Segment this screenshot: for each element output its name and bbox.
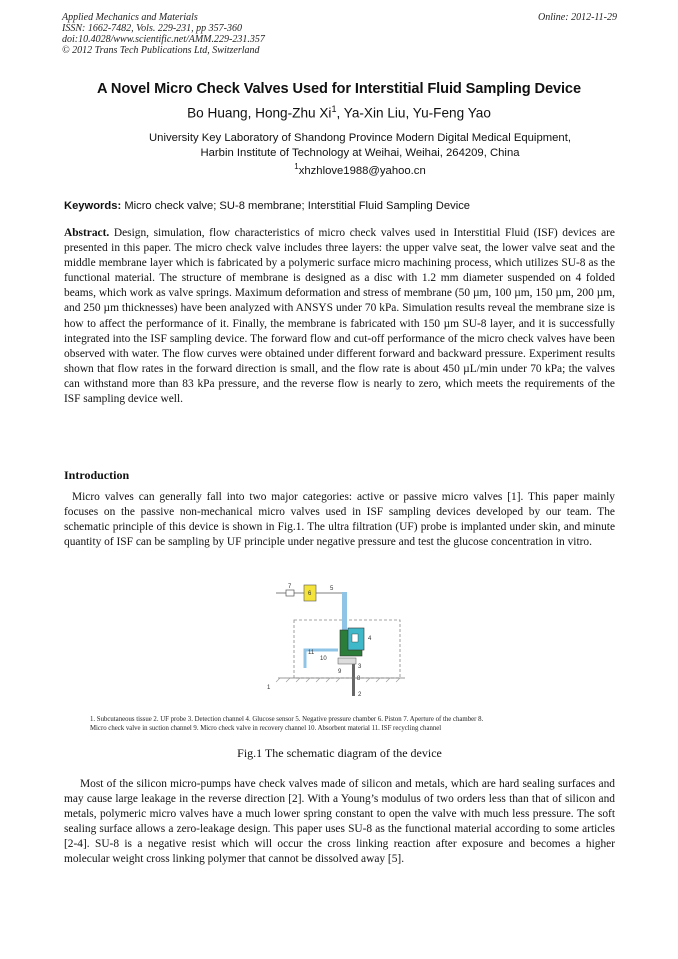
affiliation bbox=[100, 131, 620, 178]
doi-link[interactable]: doi:10.4028/www.scientific.net/AMM.229-231.357 bbox=[62, 34, 265, 45]
sensor-core bbox=[352, 634, 358, 642]
label-10: 10 bbox=[320, 656, 327, 662]
label-6: 6 bbox=[308, 591, 312, 597]
device-schematic-figure bbox=[250, 580, 420, 700]
affiliation-line-2: Harbin Institute of Technology at Weihai, Weihai, 264209, China bbox=[200, 146, 520, 159]
label-8: 8 bbox=[357, 676, 361, 682]
affiliation-line-1: University Key Laboratory of Shandong Province Modern Digital Medical Equipment, bbox=[149, 132, 571, 144]
figure-legend-line-1: 1. Subcutaneous tissue 2. UF probe 3. Detection channel 4. Glucose sensor 5. Negative pressure chamber 6. Piston 7. Aperture of the chamber 8. bbox=[90, 716, 484, 723]
introduction-text: Micro valves can generally fall into two major categories: active or passive micro valves [1]. This paper mainly focuses on the passive non-mechanical micro valves used in ISF sampling devices developed by our team. The schematic principle of this device is shown in Fig.1. The ultra filtration (UF) probe is implanted under skin, and minute quantity of ISF can be sampling by UF principle under negative pressure and test the glucose concentration in vitro. bbox=[64, 491, 615, 549]
label-11: 11 bbox=[308, 650, 315, 656]
issn: ISSN: 1662-7482, Vols. 229-231, pp 357-360 bbox=[62, 23, 242, 34]
label-1: 1 bbox=[267, 685, 271, 691]
body-text: Most of the silicon micro-pumps have check valves made of silicon and metals, which are hard sealing surfaces and may cause large leakage in the reverse direction [2]. With a Young’s modulus of two orders less than that of silicon and metals, polymeric micro valves have a much lower spring constant to open the valve with much less pressure. The soft sealing surface allows a zero-leakage design. This paper uses SU-8 as the functional material according to some articles [2-4]. SU-8 is a negative resist which will occur the cross linking reaction after exposure and becomes a higher molecular weight cross linking polymer that cannot be dissolved away [5]. bbox=[64, 778, 615, 866]
author-superscript: 1 bbox=[331, 104, 337, 114]
introduction-heading: Introduction bbox=[64, 468, 130, 482]
abstract-paragraph bbox=[64, 226, 615, 407]
body-paragraph bbox=[64, 777, 615, 868]
keywords-label: Keywords: bbox=[64, 200, 122, 212]
email-line bbox=[100, 160, 620, 178]
email-superscript: 1 bbox=[294, 162, 299, 171]
abstract-text: Design, simulation, flow characteristics of micro check valves used in Interstitial Fluid (ISF) devices are presented in this paper. The micro check valve includes three layers: the upper valve seat, the lower valve seat and the middle membrane layer which is fabricated by a polymeric surface micro machining process, which utilizes SU-8 as the functional material. The structure of membrane is designed as a disc with 1.2 mm diameter suspended on 4 folded beams, which work as valve springs. Maximum deformation and stress of membrane (50 µm, 100 µm, 150 µm, 200 µm, and 250 µm thicknesses) have been analyzed with ANSYS under 70 kPa. Simulation results reveal the membrane size is how to affect the performance of it. Finally, the membrane is fabricated with 150 µm SU-8 layer, and it is successfully integrated into the ISF sampling device. The forward flow and cut-off performance of the micro check valves have been observed with water. The flow curves were obtained under different forward and backward pressure. Experiment results shown that flow rates in the forward direction is small, and the flow rate is about 450 µL/min under 70 kPa; the valves can withstand more than 83 kPa pressure, and the reverse flow is nearly to zero, which meets the requirements of the ISF sampling device well. bbox=[64, 227, 615, 406]
keywords bbox=[64, 200, 624, 212]
online-date: Online: 2012-11-29 bbox=[538, 12, 617, 23]
journal-name: Applied Mechanics and Materials bbox=[62, 12, 198, 23]
figure-legend-line-2: Micro check valve in suction channel 9. Micro check valve in recovery channel 10. Absorbent material 11. ISF recycling channel bbox=[90, 725, 442, 732]
absorbent-material bbox=[338, 658, 356, 664]
journal-header bbox=[62, 12, 617, 56]
introduction-paragraph bbox=[64, 490, 615, 550]
figure-legend bbox=[90, 715, 590, 733]
keywords-text: Micro check valve; SU-8 membrane; Interstitial Fluid Sampling Device bbox=[124, 200, 471, 212]
uf-probe bbox=[352, 664, 355, 696]
abstract-label: Abstract. bbox=[64, 227, 110, 239]
copyright: © 2012 Trans Tech Publications Ltd, Switzerland bbox=[62, 45, 260, 56]
label-7: 7 bbox=[288, 584, 292, 590]
paper-title: A Novel Micro Check Valves Used for Interstitial Fluid Sampling Device bbox=[97, 81, 581, 97]
skin-hatching bbox=[276, 678, 400, 682]
figure-caption: Fig.1 The schematic diagram of the device bbox=[237, 746, 442, 760]
suction-channel bbox=[342, 592, 347, 632]
author-list bbox=[30, 104, 648, 121]
author-part-1: Bo Huang, Hong-Zhu Xi bbox=[187, 105, 332, 121]
author-email[interactable]: xhzhlove1988@yahoo.cn bbox=[298, 164, 426, 177]
label-4: 4 bbox=[368, 636, 372, 642]
label-2: 2 bbox=[358, 692, 362, 698]
label-9: 9 bbox=[338, 669, 342, 675]
author-part-2: , Ya-Xin Liu, Yu-Feng Yao bbox=[336, 105, 491, 121]
label-3: 3 bbox=[358, 664, 362, 670]
aperture-box bbox=[286, 590, 294, 596]
label-5: 5 bbox=[330, 586, 334, 592]
